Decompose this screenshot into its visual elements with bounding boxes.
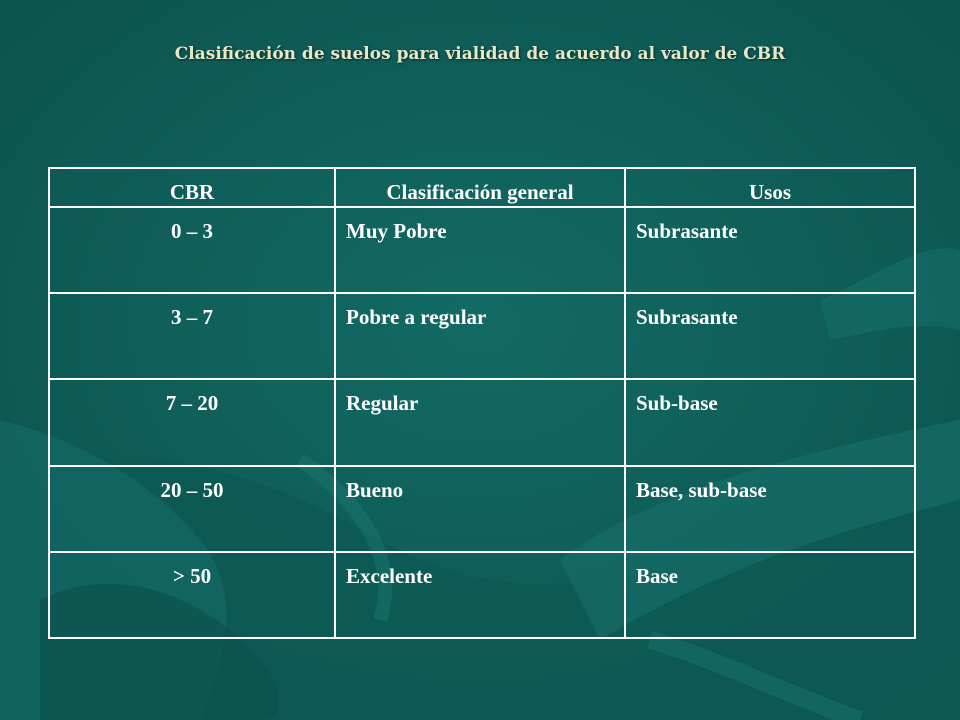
table-row bbox=[49, 379, 915, 465]
cell-clasificacion: Regular bbox=[335, 379, 625, 465]
cell-cbr: 7 – 20 bbox=[49, 379, 335, 465]
table-row bbox=[49, 207, 915, 293]
cell-usos: Sub-base bbox=[625, 379, 915, 465]
table-header-row bbox=[49, 168, 915, 207]
header-clasificacion: Clasificación general bbox=[335, 168, 625, 207]
table-row bbox=[49, 293, 915, 379]
cell-cbr: 20 – 50 bbox=[49, 466, 335, 552]
cell-clasificacion: Pobre a regular bbox=[335, 293, 625, 379]
cell-usos: Base bbox=[625, 552, 915, 638]
cell-usos: Subrasante bbox=[625, 207, 915, 293]
cell-cbr: > 50 bbox=[49, 552, 335, 638]
cell-clasificacion: Bueno bbox=[335, 466, 625, 552]
cell-usos: Base, sub-base bbox=[625, 466, 915, 552]
header-usos: Usos bbox=[625, 168, 915, 207]
table-row bbox=[49, 552, 915, 638]
header-cbr: CBR bbox=[49, 168, 335, 207]
cbr-classification-table bbox=[48, 167, 916, 639]
cell-cbr: 3 – 7 bbox=[49, 293, 335, 379]
slide-title: Clasificación de suelos para vialidad de acuerdo al valor de CBR bbox=[174, 44, 786, 64]
table-row bbox=[49, 466, 915, 552]
cell-clasificacion: Muy Pobre bbox=[335, 207, 625, 293]
cell-cbr: 0 – 3 bbox=[49, 207, 335, 293]
cell-usos: Subrasante bbox=[625, 293, 915, 379]
cell-clasificacion: Excelente bbox=[335, 552, 625, 638]
